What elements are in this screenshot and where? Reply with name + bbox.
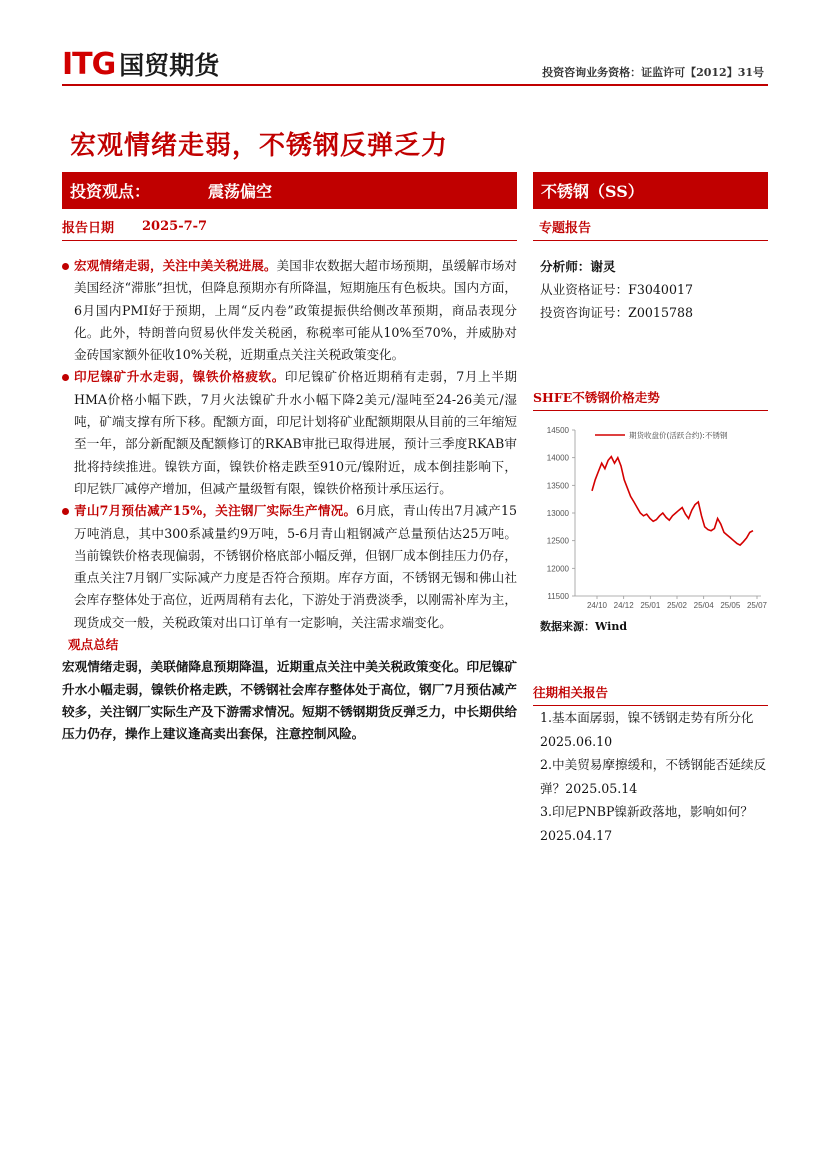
date-label: 报告日期 [62,220,115,236]
point-body: 美国非农数据大超市场预期，虽缓解市场对美国经济“滞胀”担忧，但降息预期亦有所降温，短期施压有色板块。国内方面，6月国内PMI好于预期，上周“反内卷”政策提振供给侧改革预期，商品表现分化。此外，特朗普向贸易伙伴发关税函，称税率可能从10%至70%，并威胁对金砖国家额外征收10%关税，近期重点关注关税政策变化。 [74,258,518,363]
point-heading: 宏观情绪走弱，关注中美关税进展。 [74,258,277,273]
summary-heading: 观点总结 [68,637,119,653]
point-heading: 青山7月预估减产15%，关注钢厂实际生产情况。 [74,503,357,519]
analyst-qualification: 从业资格证号：F3040017 [540,282,693,297]
x-tick-label: 24/12 [613,601,634,610]
related-reports-title: 往期相关报告 [533,683,768,706]
point-body: 6月底，青山传出7月减产15万吨消息，其中300系减量约9万吨，5-6月青山粗钢减产总量预估达25万吨。当前镍铁价格表现偏弱，不锈钢价格底部小幅反弹，但钢厂成本倒挂压力仍存，重点关注7月钢厂实际减产力度是否符合预期。库存方面，不锈钢无锡和佛山社会库存整体处于高位，近两周稍有去化，下游处于消费淡季，以刚需补库为主，现货成交一般，关税政策对出口订单有一定影响，关注需求端变化。 [74,503,517,630]
y-tick-label: 13500 [546,481,569,491]
y-tick-label: 14000 [546,453,569,463]
x-tick-label: 24/10 [586,601,608,610]
price-chart [533,418,768,613]
y-tick-label: 13000 [546,509,569,518]
x-tick-label: 25/01 [640,601,661,610]
chart-source: 数据来源：Wind [540,620,628,633]
view-value: 震荡偏空 [208,182,273,201]
category-bar [533,172,768,209]
analyst-info [540,255,768,324]
point-heading: 印尼镍矿升水走弱，镍铁价格疲软。 [74,369,285,385]
date-value: 2025-7-7 [142,218,208,234]
related-reports-list [540,706,768,847]
header-divider [62,84,768,86]
bullet-icon [62,374,69,381]
company-logo [62,46,219,82]
point-body: 印尼镍矿价格近期稍有走弱，7月上半期HMA价格小幅下跌，7月火法镍矿升水小幅下降2美元/湿吨至24-26美元/湿吨，矿端支撑有所下移。配额方面，印尼计划将矿业配额期限从目前的三年缩短至一年，部分新配额及配额修订的RKAB审批已取得进展，预计三季度RKAB审批将持续推进。镍铁方面，镍铁价格走跌至910元/镍附近，成本倒挂影响下，印尼铁厂减停产增加，但减产量级暂有限，镍铁价格预计承压运行。 [74,369,518,496]
point-nickel-ore [62,366,517,500]
report-type: 专题报告 [539,220,592,236]
analyst-name: 分析师：谢灵 [540,259,616,274]
point-tsingshan [62,500,517,634]
view-label: 投资观点： [70,182,151,201]
related-report-item[interactable]: 3.印尼PNBP镍新政落地，影响如何？2025.04.17 [540,804,753,843]
license-info: 投资咨询业务资格：证监许可【2012】31号 [542,66,764,79]
series-line [592,457,753,545]
x-tick-label: 25/05 [720,601,741,610]
y-tick-label: 12500 [546,536,569,546]
analyst-consult-id: 投资咨询证号：Z0015788 [540,305,693,320]
y-tick-label: 12000 [546,564,569,574]
chart-title: SHFE不锈钢价格走势 [533,388,768,411]
point-macro [62,255,517,366]
report-title: 宏观情绪走弱，不锈钢反弹乏力 [70,131,449,161]
logo-itg: ITG [62,46,116,82]
legend-label: 期货收盘价(活跃合约):不锈钢 [629,431,728,440]
y-tick-label: 14500 [546,426,569,435]
bullet-icon [62,508,69,515]
logo-company-name: 国贸期货 [119,51,220,80]
x-tick-label: 25/07 [746,601,768,610]
investment-view-bar [62,172,517,209]
report-date-row [62,212,517,241]
main-content [62,255,517,746]
y-tick-label: 11500 [547,592,569,601]
related-report-item[interactable]: 1.基本面孱弱，镍不锈钢走势有所分化 2025.06.10 [540,710,754,749]
x-tick-label: 25/02 [666,601,688,610]
summary-text: 宏观情绪走弱，美联储降息预期降温，近期重点关注中美关税政策变化。印尼镍矿升水小幅走弱，镍铁价格走跌，不锈钢社会库存整体处于高位，钢厂7月预估减产较多，关注钢厂实际生产及下游需求情况。短期不锈钢期货反弹乏力，中长期供给压力仍存，操作上建议逢高卖出套保，注意控制风险。 [62,659,517,742]
x-tick-label: 25/04 [693,601,714,610]
bullet-icon [62,263,69,270]
related-report-item[interactable]: 2.中美贸易摩擦缓和，不锈钢能否延续反弹？2025.05.14 [540,757,767,796]
category-label: 不锈钢（SS） [541,182,644,201]
report-type-row [533,212,768,241]
